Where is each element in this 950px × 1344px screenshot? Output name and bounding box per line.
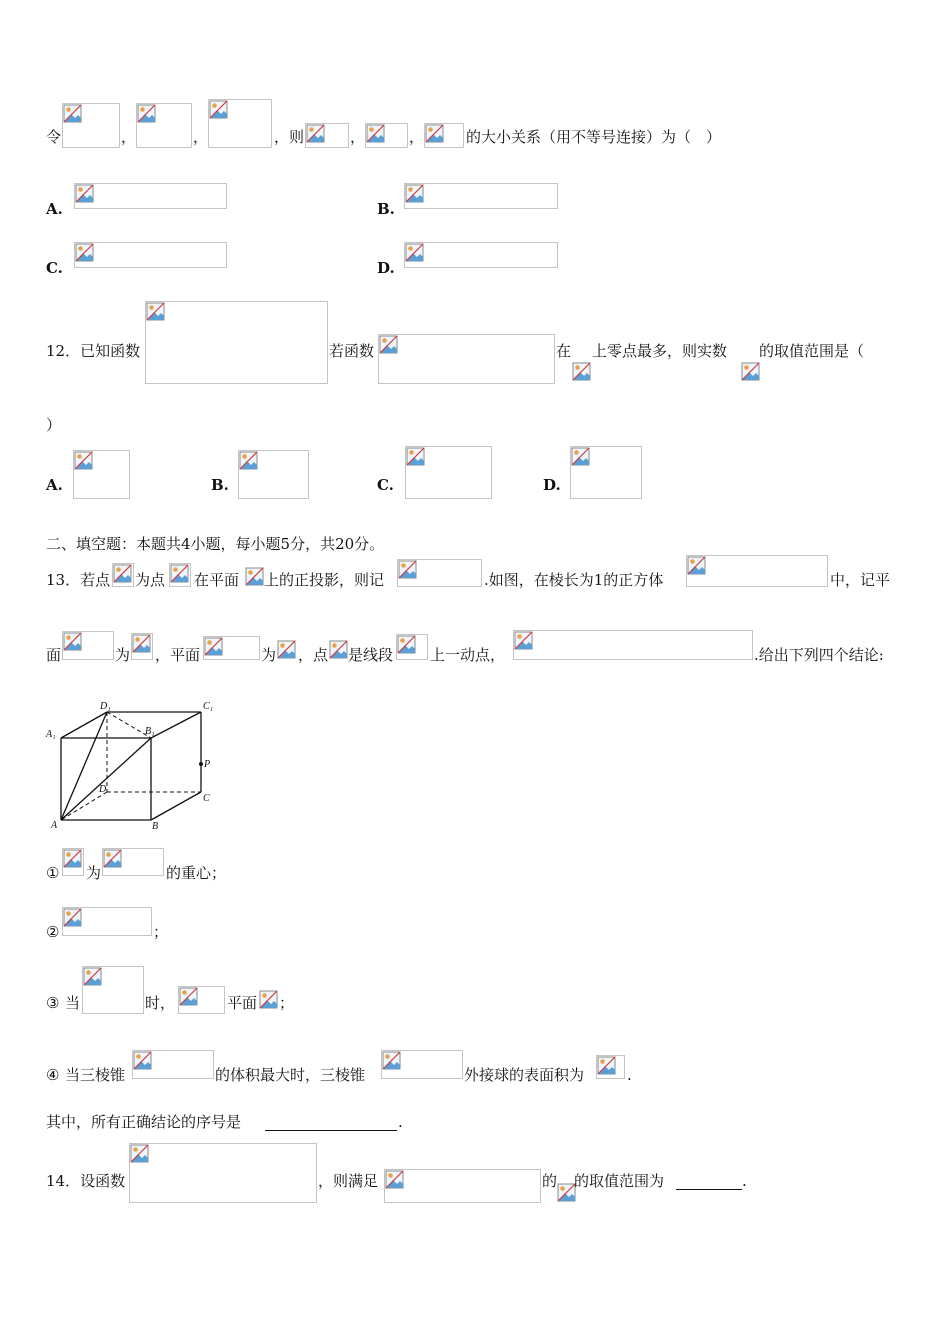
conclusion-3-mark: ③ <box>46 994 60 1012</box>
label-c1: C₁ <box>203 701 214 712</box>
comma-text: ， <box>193 128 209 146</box>
formula-image <box>62 848 84 876</box>
answer-prompt: 其中，所有正确结论的序号是 <box>46 1113 242 1131</box>
conclusion-4-c: 外接球的表面积为 <box>464 1066 585 1084</box>
section-heading: 二、填空题：本题共4小题，每小题5分，共20分。 <box>46 535 385 553</box>
q13-line2-e: ，点 <box>298 646 329 664</box>
broken-image-icon <box>741 362 761 382</box>
answer-blank <box>676 1189 742 1190</box>
broken-image-icon <box>514 631 534 651</box>
comma-text: ， <box>409 128 425 146</box>
q11-option-a-label: A. <box>46 200 63 218</box>
broken-image-icon <box>259 990 279 1010</box>
broken-image-icon <box>63 632 83 652</box>
label-p: P <box>204 759 211 770</box>
formula-image <box>572 362 591 382</box>
label-d: D <box>99 784 107 795</box>
formula-image <box>596 1055 625 1079</box>
broken-image-icon <box>74 451 94 471</box>
broken-image-icon <box>137 104 157 124</box>
q14-number-text: 14．设函数 <box>46 1172 126 1190</box>
broken-image-icon <box>405 184 425 204</box>
q13-line2-f: 是线段 <box>348 646 394 664</box>
formula-image <box>178 986 225 1014</box>
q12-close-paren: ） <box>46 416 62 434</box>
q11-option-c-label: C. <box>46 259 63 277</box>
conclusion-1-wei: 为 <box>86 864 102 882</box>
broken-image-icon <box>687 556 707 576</box>
formula-image <box>513 630 753 660</box>
broken-image-icon <box>329 640 349 660</box>
broken-image-icon <box>132 634 152 654</box>
q13-line2-g: 上一动点， <box>430 646 506 664</box>
formula-image <box>329 640 347 660</box>
q13-line1-f: 中，记平 <box>830 571 891 589</box>
formula-image <box>169 563 191 587</box>
formula-image <box>384 1169 541 1203</box>
broken-image-icon <box>306 124 326 144</box>
label-a: A <box>51 820 58 831</box>
answer-end: . <box>398 1113 403 1131</box>
conclusion-2-mark: ② <box>46 923 60 941</box>
conclusion-4-end: . <box>627 1066 632 1084</box>
q13-line1-b: 为点 <box>135 571 166 589</box>
broken-image-icon <box>245 567 265 587</box>
option-image <box>404 242 558 268</box>
formula-image <box>424 123 464 148</box>
option-image <box>404 183 558 209</box>
q14-then-satisfy: ，则满足 <box>318 1172 379 1190</box>
q13-line1-d: 上的正投影，则记 <box>264 571 385 589</box>
comma-text: ， <box>121 128 137 146</box>
label-b: B <box>152 821 159 832</box>
broken-image-icon <box>572 362 592 382</box>
formula-image <box>132 1050 214 1079</box>
q13-line1-a: 13．若点 <box>46 571 111 589</box>
q13-line2-a: 面 <box>46 646 62 664</box>
broken-image-icon <box>146 302 166 322</box>
formula-image <box>378 334 555 384</box>
broken-image-icon <box>130 1144 150 1164</box>
broken-image-icon <box>239 451 259 471</box>
formula-image <box>365 123 408 148</box>
broken-image-icon <box>75 184 95 204</box>
q12-zeros-most: 上零点最多，则实数 <box>592 342 728 360</box>
broken-image-icon <box>209 100 229 120</box>
formula-image <box>131 633 153 660</box>
q13-line2-h: .给出下列四个结论: <box>754 646 884 664</box>
formula-image <box>62 631 114 660</box>
formula-image <box>136 103 192 148</box>
broken-image-icon <box>571 447 591 467</box>
label-d1: D₁ <box>100 701 111 712</box>
q14-end: . <box>742 1172 747 1190</box>
answer-blank <box>265 1130 397 1131</box>
option-image <box>570 446 642 499</box>
formula-image <box>259 990 279 1014</box>
formula-image <box>305 123 349 148</box>
broken-image-icon <box>113 564 133 584</box>
q13-line2-d: 为 <box>261 646 277 664</box>
q11-stem-prefix: 令 <box>46 128 62 146</box>
q11-suffix: 的大小关系（用不等号连接）为（ ） <box>466 128 722 146</box>
broken-image-icon <box>63 849 83 869</box>
q13-line2-c: ，平面 <box>155 646 201 664</box>
formula-image <box>82 966 144 1014</box>
formula-image <box>381 1050 463 1079</box>
broken-image-icon <box>277 640 297 660</box>
formula-image <box>741 362 758 382</box>
q12-option-d-label: D. <box>543 476 561 494</box>
q11-then: ，则 <box>274 128 305 146</box>
conclusion-3-dang: 当 <box>65 994 81 1012</box>
q12-option-a-label: A. <box>46 476 63 494</box>
option-image <box>238 450 309 499</box>
option-image <box>74 183 227 209</box>
option-image <box>74 242 227 268</box>
broken-image-icon <box>179 987 199 1007</box>
conclusion-4-a: 当三棱锥 <box>65 1066 126 1084</box>
q12-option-c-label: C. <box>377 476 394 494</box>
q12-number-text: 12．已知函数 <box>46 342 141 360</box>
formula-image <box>208 99 272 148</box>
formula-image <box>62 907 152 936</box>
conclusion-4-b: 的体积最大时，三棱锥 <box>215 1066 366 1084</box>
broken-image-icon <box>204 637 224 657</box>
broken-image-icon <box>133 1051 153 1071</box>
label-b1: B₁ <box>145 726 155 737</box>
formula-image <box>145 301 328 384</box>
conclusion-3-shi: 时， <box>145 994 176 1012</box>
q11-option-d-label: D. <box>377 259 395 277</box>
label-a1: A₁ <box>46 729 56 740</box>
broken-image-icon <box>63 104 83 124</box>
formula-image <box>397 559 482 587</box>
comma-text: ， <box>350 128 366 146</box>
q12-range-text: 的取值范围是（ <box>759 342 865 360</box>
formula-image <box>102 848 164 876</box>
q13-line1-c: 在平面 <box>194 571 240 589</box>
formula-image <box>396 634 428 660</box>
option-image <box>405 446 492 499</box>
broken-image-icon <box>379 335 399 355</box>
q11-option-b-label: B. <box>377 200 395 218</box>
q13-line2-b: 为 <box>115 646 131 664</box>
formula-image <box>62 103 120 148</box>
formula-image <box>112 563 134 587</box>
formula-image <box>686 555 828 587</box>
broken-image-icon <box>425 124 445 144</box>
broken-image-icon <box>406 447 426 467</box>
option-image <box>73 450 130 499</box>
formula-image <box>245 567 263 587</box>
broken-image-icon <box>397 635 417 655</box>
q14-de: 的 <box>542 1172 558 1190</box>
broken-image-icon <box>398 560 418 580</box>
broken-image-icon <box>75 243 95 263</box>
broken-image-icon <box>103 849 123 869</box>
formula-image <box>277 640 297 660</box>
broken-image-icon <box>597 1056 617 1076</box>
q12-option-b-label: B. <box>211 476 229 494</box>
broken-image-icon <box>63 908 83 928</box>
broken-image-icon <box>366 124 386 144</box>
formula-image <box>557 1183 574 1203</box>
broken-image-icon <box>385 1170 405 1190</box>
conclusion-3-plane: 平面 <box>227 994 258 1012</box>
q14-range-text: 的取值范围为 <box>574 1172 665 1190</box>
formula-image <box>203 636 260 660</box>
q13-line1-e: .如图，在棱长为1的正方体 <box>484 571 664 589</box>
conclusion-1-mark: ① <box>46 864 60 882</box>
conclusion-1-end: 的重心； <box>166 864 227 882</box>
cube-figure <box>44 696 224 832</box>
conclusion-4-mark: ④ <box>46 1066 60 1084</box>
conclusion-3-end: ； <box>279 994 295 1012</box>
broken-image-icon <box>170 564 190 584</box>
conclusion-2-end: ； <box>153 923 169 941</box>
formula-image <box>129 1143 317 1203</box>
broken-image-icon <box>405 243 425 263</box>
q12-if-func: 若函数 <box>329 342 375 360</box>
broken-image-icon <box>382 1051 402 1071</box>
broken-image-icon <box>83 967 103 987</box>
label-c: C <box>203 793 210 804</box>
q12-in: 在 <box>556 342 572 360</box>
